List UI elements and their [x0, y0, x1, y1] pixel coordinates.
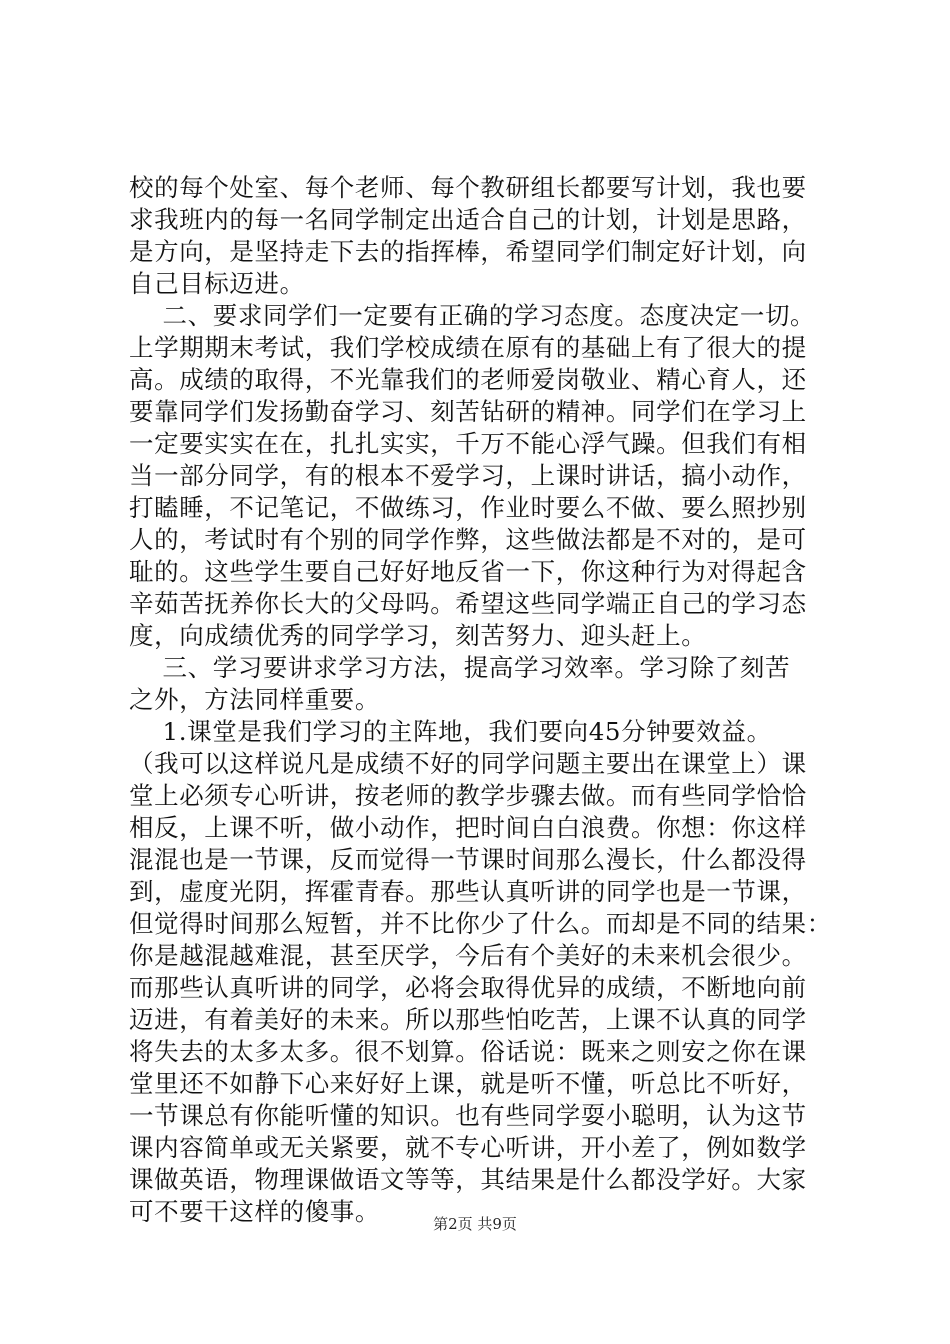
text-line: 1.课堂是我们学习的主阵地，我们要向45分钟要效益。 [129, 717, 772, 746]
text-line: 自己目标迈进。 [129, 269, 305, 298]
text-line: 校的每个处室、每个老师、每个教研组长都要写计划，我也要 [129, 173, 807, 202]
text-line: 辛茹苦抚养你长大的父母吗。希望这些同学端正自己的学习态 [129, 589, 807, 618]
text-line: 上学期期末考试，我们学校成绩在原有的基础上有了很大的提 [129, 333, 807, 362]
page-number: 第2页 共9页 [433, 1215, 517, 1233]
text-line: 是方向，是坚持走下去的指挥棒，希望同学们制定好计划，向 [129, 237, 807, 266]
text-line: 但觉得时间那么短暂，并不比你少了什么。而却是不同的结果： [129, 909, 832, 938]
text-line: 人的，考试时有个别的同学作弊，这些做法都是不对的，是可 [129, 525, 807, 554]
text-line: （我可以这样说凡是成绩不好的同学问题主要出在课堂上）课 [129, 749, 807, 778]
text-line: 之外，方法同样重要。 [129, 685, 380, 714]
text-line: 你是越混越难混，甚至厌学，今后有个美好的未来机会很少。 [129, 941, 807, 970]
text-line: 课内容简单或无关紧要，就不专心听讲，开小差了，例如数学 [129, 1133, 807, 1162]
text-line: 一定要实实在在，扎扎实实，千万不能心浮气躁。但我们有相 [129, 429, 807, 458]
text-line: 到，虚度光阴，挥霍青春。那些认真听讲的同学也是一节课， [129, 877, 807, 906]
text-line: 高。成绩的取得，不光靠我们的老师爱岗敬业、精心育人，还 [129, 365, 807, 394]
text-line: 三、学习要讲求学习方法，提高学习效率。学习除了刻苦 [129, 653, 791, 682]
text-line: 度，向成绩优秀的同学学习，刻苦努力、迎头赶上。 [129, 621, 707, 650]
text-line: 求我班内的每一名同学制定出适合自己的计划，计划是思路， [129, 205, 807, 234]
text-line: 堂里还不如静下心来好好上课，就是听不懂，听总比不听好， [129, 1069, 807, 1098]
text-line: 课做英语，物理课做语文等等，其结果是什么都没学好。大家 [129, 1165, 807, 1194]
text-line: 而那些认真听讲的同学，必将会取得优异的成绩，不断地向前 [129, 973, 807, 1002]
text-line: 将失去的太多太多。很不划算。俗话说：既来之则安之你在课 [129, 1037, 807, 1066]
text-line: 相反，上课不听，做小动作，把时间白白浪费。你想：你这样 [129, 813, 807, 842]
text-line: 当一部分同学，有的根本不爱学习，上课时讲话，搞小动作， [129, 461, 807, 490]
text-line: 要靠同学们发扬勤奋学习、刻苦钻研的精神。同学们在学习上 [129, 397, 807, 426]
text-line: 堂上必须专心听讲，按老师的教学步骤去做。而有些同学恰恰 [129, 781, 807, 810]
body-text [129, 172, 849, 1228]
text-line: 混混也是一节课，反而觉得一节课时间那么漫长，什么都没得 [129, 845, 807, 874]
text-line: 打瞌睡，不记笔记，不做练习，作业时要么不做、要么照抄别 [129, 493, 807, 522]
text-line: 耻的。这些学生要自己好好地反省一下，你这种行为对得起含 [129, 557, 807, 586]
text-line: 二、要求同学们一定要有正确的学习态度。态度决定一切。 [129, 301, 816, 330]
text-line: 一节课总有你能听懂的知识。也有些同学耍小聪明，认为这节 [129, 1101, 807, 1130]
text-line: 可不要干这样的傻事。 [129, 1197, 380, 1226]
text-line: 迈进，有着美好的未来。所以那些怕吃苦，上课不认真的同学 [129, 1005, 807, 1034]
